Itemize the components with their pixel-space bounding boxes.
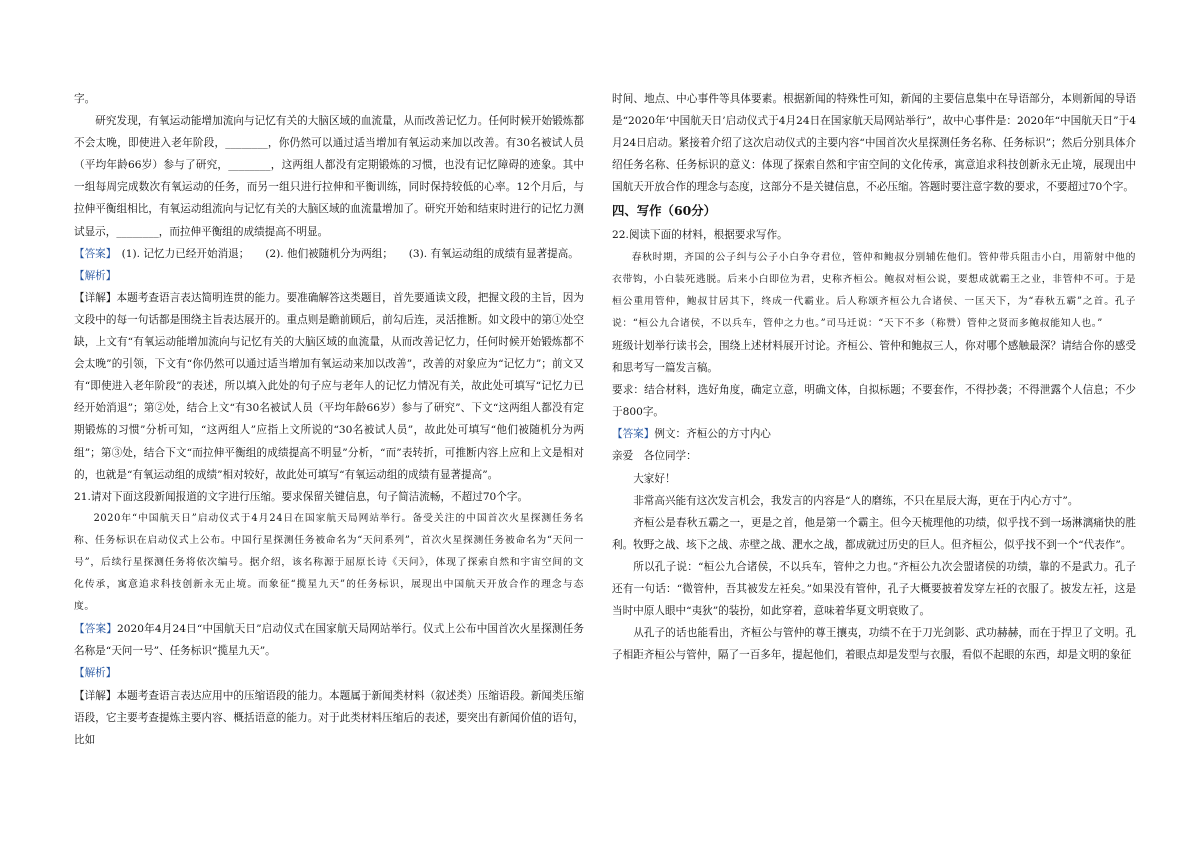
q22-requirements: 要求：结合材料，选好角度，确定立意，明确文体，自拟标题；不要套作，不得抄袭；不得泄露个人信息；不少于800字。 bbox=[612, 384, 1136, 419]
essay-paragraph-5: 从孔子的话也能看出，齐桓公与管仲的尊王攘夷，功绩不在于刀光剑影、武功赫赫，而在于捍卫了文明。孔子相距齐桓公与管仲，隔了一百多年，提起他们，着眼点却是发型与衣服，看似不起眼的东西，却是文明的象征 bbox=[612, 627, 1136, 662]
answer-label: 【答案】 bbox=[74, 623, 117, 636]
answer-label: 【答案】 bbox=[612, 428, 655, 441]
q20-answer-text: (1). 记忆力已经开始消退； (2). 他们被随机分为两组； (3). 有氧运动组的成绩有显著提高。 bbox=[121, 247, 579, 260]
section-title: 四、写作（60分） bbox=[612, 203, 716, 219]
q22-material: 春秋时期，齐国的公子纠与公子小白争夺君位，管仲和鲍叔分别辅佐他们。管仲带兵阻击小白，用箭射中他的衣带钩，小白装死逃脱。后来小白即位为君，史称齐桓公。鲍叔对桓公说，要想成就霸王之业，非管仲不可。于是桓公重用管仲，鲍叔甘居其下，终成一代霸业。后人称颂齐桓公九合诸侯、一匡天下，为“春秋五霸”之首。孔子说：“桓公九合诸侯，不以兵车，管仲之力也。”司马迁说：“天下不多（称赞）管仲之贤而多鲍叔能知人也。” bbox=[612, 251, 1136, 329]
q20-detail bbox=[74, 287, 584, 486]
left-column bbox=[74, 88, 584, 751]
right-column bbox=[612, 88, 1136, 666]
essay-title: 例文：齐桓公的方寸内心 bbox=[654, 428, 771, 441]
q20-passage: 研究发现，有氧运动能增加流向与记忆有关的大脑区域的血流量，从而改善记忆力。任何时候开始锻炼都不会太晚，即使进入老年阶段，________，你仍然可以通过适当增加有氧运动来加以改善。有30名被试人员（平均年龄66岁）参与了研究，________，这两组人都没有定期锻炼的习惯，也没有记忆障碍的迹象。其中一组每周完成数次有氧运动的任务，而另一组只进行拉伸和平衡训练，同时保持较低的心率。12个月后，与拉伸平衡组相比，有氧运动组流向与记忆有关的大脑区域的血流量增加了。研究开始和结束时进行的记忆力测试显示，________，而拉伸平衡组的成绩提高不明显。 bbox=[74, 115, 584, 238]
q21-answer-text: 2020年4月24日“中国航天日”启动仪式在国家航天局网站举行。仪式上公布中国首次火星探测任务名称是“天问一号”、任务标识“揽星九天”。 bbox=[74, 623, 585, 658]
q21-detail bbox=[74, 685, 584, 751]
analysis-label: 【解析】 bbox=[74, 269, 117, 282]
q21-analysis bbox=[74, 662, 584, 684]
analysis-label: 【解析】 bbox=[74, 667, 117, 680]
q21-detail-continued: 时间、地点、中心事件等具体要素。根据新闻的特殊性可知，新闻的主要信息集中在导语部分，本则新闻的导语是“2020年‘中国航天日’启动仪式于4月24日在国家航天局网站举行”，故中心事件是：2020年“中国航天日”于4月24日启动。紧接着介绍了这次启动仪式的主要内容“中国首次火星探测任务名称、任务标识”；然后分别具体介绍任务名称、任务标识的意义：体现了探索自然和宇宙空间的文化传承，寓意追求科技创新永无止境，展现出中国航天开放合作的理念与态度，这部分不是关键信息，不必压缩。答题时要注意字数的要求，不要超过70个字。 bbox=[612, 93, 1136, 194]
q21-question: 21.请对下面这段新闻报道的文字进行压缩。要求保留关键信息，句子简洁流畅，不超过70个字。 bbox=[74, 490, 529, 503]
q22-question: 22.阅读下面的材料，根据要求写作。 bbox=[612, 229, 788, 242]
q21-detail-text: 本题考查语言表达应用中的压缩语段的能力。本题属于新闻类材料（叙述类）压缩语段。新闻类压缩语段，它主要考查提炼主要内容、概括语意的能力。对于此类材料压缩后的表述，要突出有新闻价值的语句，比如 bbox=[74, 689, 585, 746]
essay-paragraph-2: 非常高兴能有这次发言机会，我发言的内容是“人的磨练，不只在星辰大海，更在于内心方寸”。 bbox=[633, 494, 1079, 507]
essay-paragraph-4: 所以孔子说：“桓公九合诸侯，不以兵车，管仲之力也。”齐桓公九次会盟诸侯的功绩，靠的不是武力。孔子还有一句话：“微管仲，吾其被发左衽矣。”如果没有管仲，孔子大概要披着发穿左衽的衣服了。披发左衽，这是当时中原人眼中“夷狄”的装扮，如此穿着，意味着华夏文明衰败了。 bbox=[612, 560, 1136, 618]
q21-answer bbox=[74, 618, 584, 662]
essay-greeting: 亲爱 各位同学： bbox=[612, 450, 697, 463]
q22-answer bbox=[612, 423, 1136, 445]
q21-passage: 2020年“中国航天日”启动仪式于4月24日在国家航天局网站举行。备受关注的中国首次火星探测任务名称、任务标识在启动仪式上公布。中国行星探测任务被命名为“天问系列”，首次火星探测任务被命名为“天问一号”，后续行星探测任务将依次编号。据介绍，该名称源于屈原长诗《天问》，体现了探索自然和宇宙空间的文化传承，寓意追求科技创新永无止境。而象征“揽星九天”的任务标识，展现出中国航天开放合作的理念与态度。 bbox=[74, 512, 584, 613]
q22-task: 班级计划举行读书会，围绕上述材料展开讨论。齐桓公、管仲和鲍叔三人，你对哪个感触最深？请结合你的感受和思考写一篇发言稿。 bbox=[612, 339, 1136, 375]
answer-label: 【答案】 bbox=[74, 247, 112, 260]
q20-detail-text: 本题考查语言表达简明连贯的能力。要准确解答这类题目，首先要通读文段，把握文段的主旨，因为文段中的每一句话都是围绕主旨表达展开的。重点则是瞻前顾后，前勾后连，灵活推断。如文段中的第①处空缺，上文有“有氧运动能增加流向与记忆有关的大脑区域的血流量，从而改善记忆力，任何时候开始锻炼都不会太晚”的引领，下文有“你仍然可以通过适当增加有氧运动来加以改善”，改善的对象应为“记忆力”；前文又有“即使进入老年阶段”的表述，所以填入此处的句子应与老年人的记忆力情况有关，故此处可填写“记忆力已经开始消退”；第②处，结合上文“有30名被试人员（平均年龄66岁）参与了研究”、下文“这两组人都没有定期锻炼的习惯”分析可知，“这两组人”应指上文所说的“30名被试人员”，故此处可填写“他们被随机分为两组”；第③处，结合下文“而拉伸平衡组的成绩提高不明显”分析，“而”表转折，可推断内容上应和上文是相对的，也就是“有氧运动组的成绩”相对较好，故此处可填写“有氧运动组的成绩有显著提高”。 bbox=[74, 291, 585, 481]
detail-label: 【详解】 bbox=[74, 689, 117, 702]
essay-paragraph-1: 大家好！ bbox=[633, 472, 676, 485]
leftover-text: 字。 bbox=[74, 93, 96, 105]
q20-answer bbox=[74, 243, 584, 265]
detail-label: 【详解】 bbox=[74, 291, 117, 304]
essay-paragraph-3: 齐桓公是春秋五霸之一，更是之首，他是第一个霸主。但今天梳理他的功绩，似乎找不到一场淋漓痛快的胜利。牧野之战、垓下之战、赤壁之战、淝水之战，都成就过历史的巨人。但齐桓公，似乎找不到一个“代表作”。 bbox=[612, 516, 1136, 551]
q20-analysis bbox=[74, 265, 584, 287]
